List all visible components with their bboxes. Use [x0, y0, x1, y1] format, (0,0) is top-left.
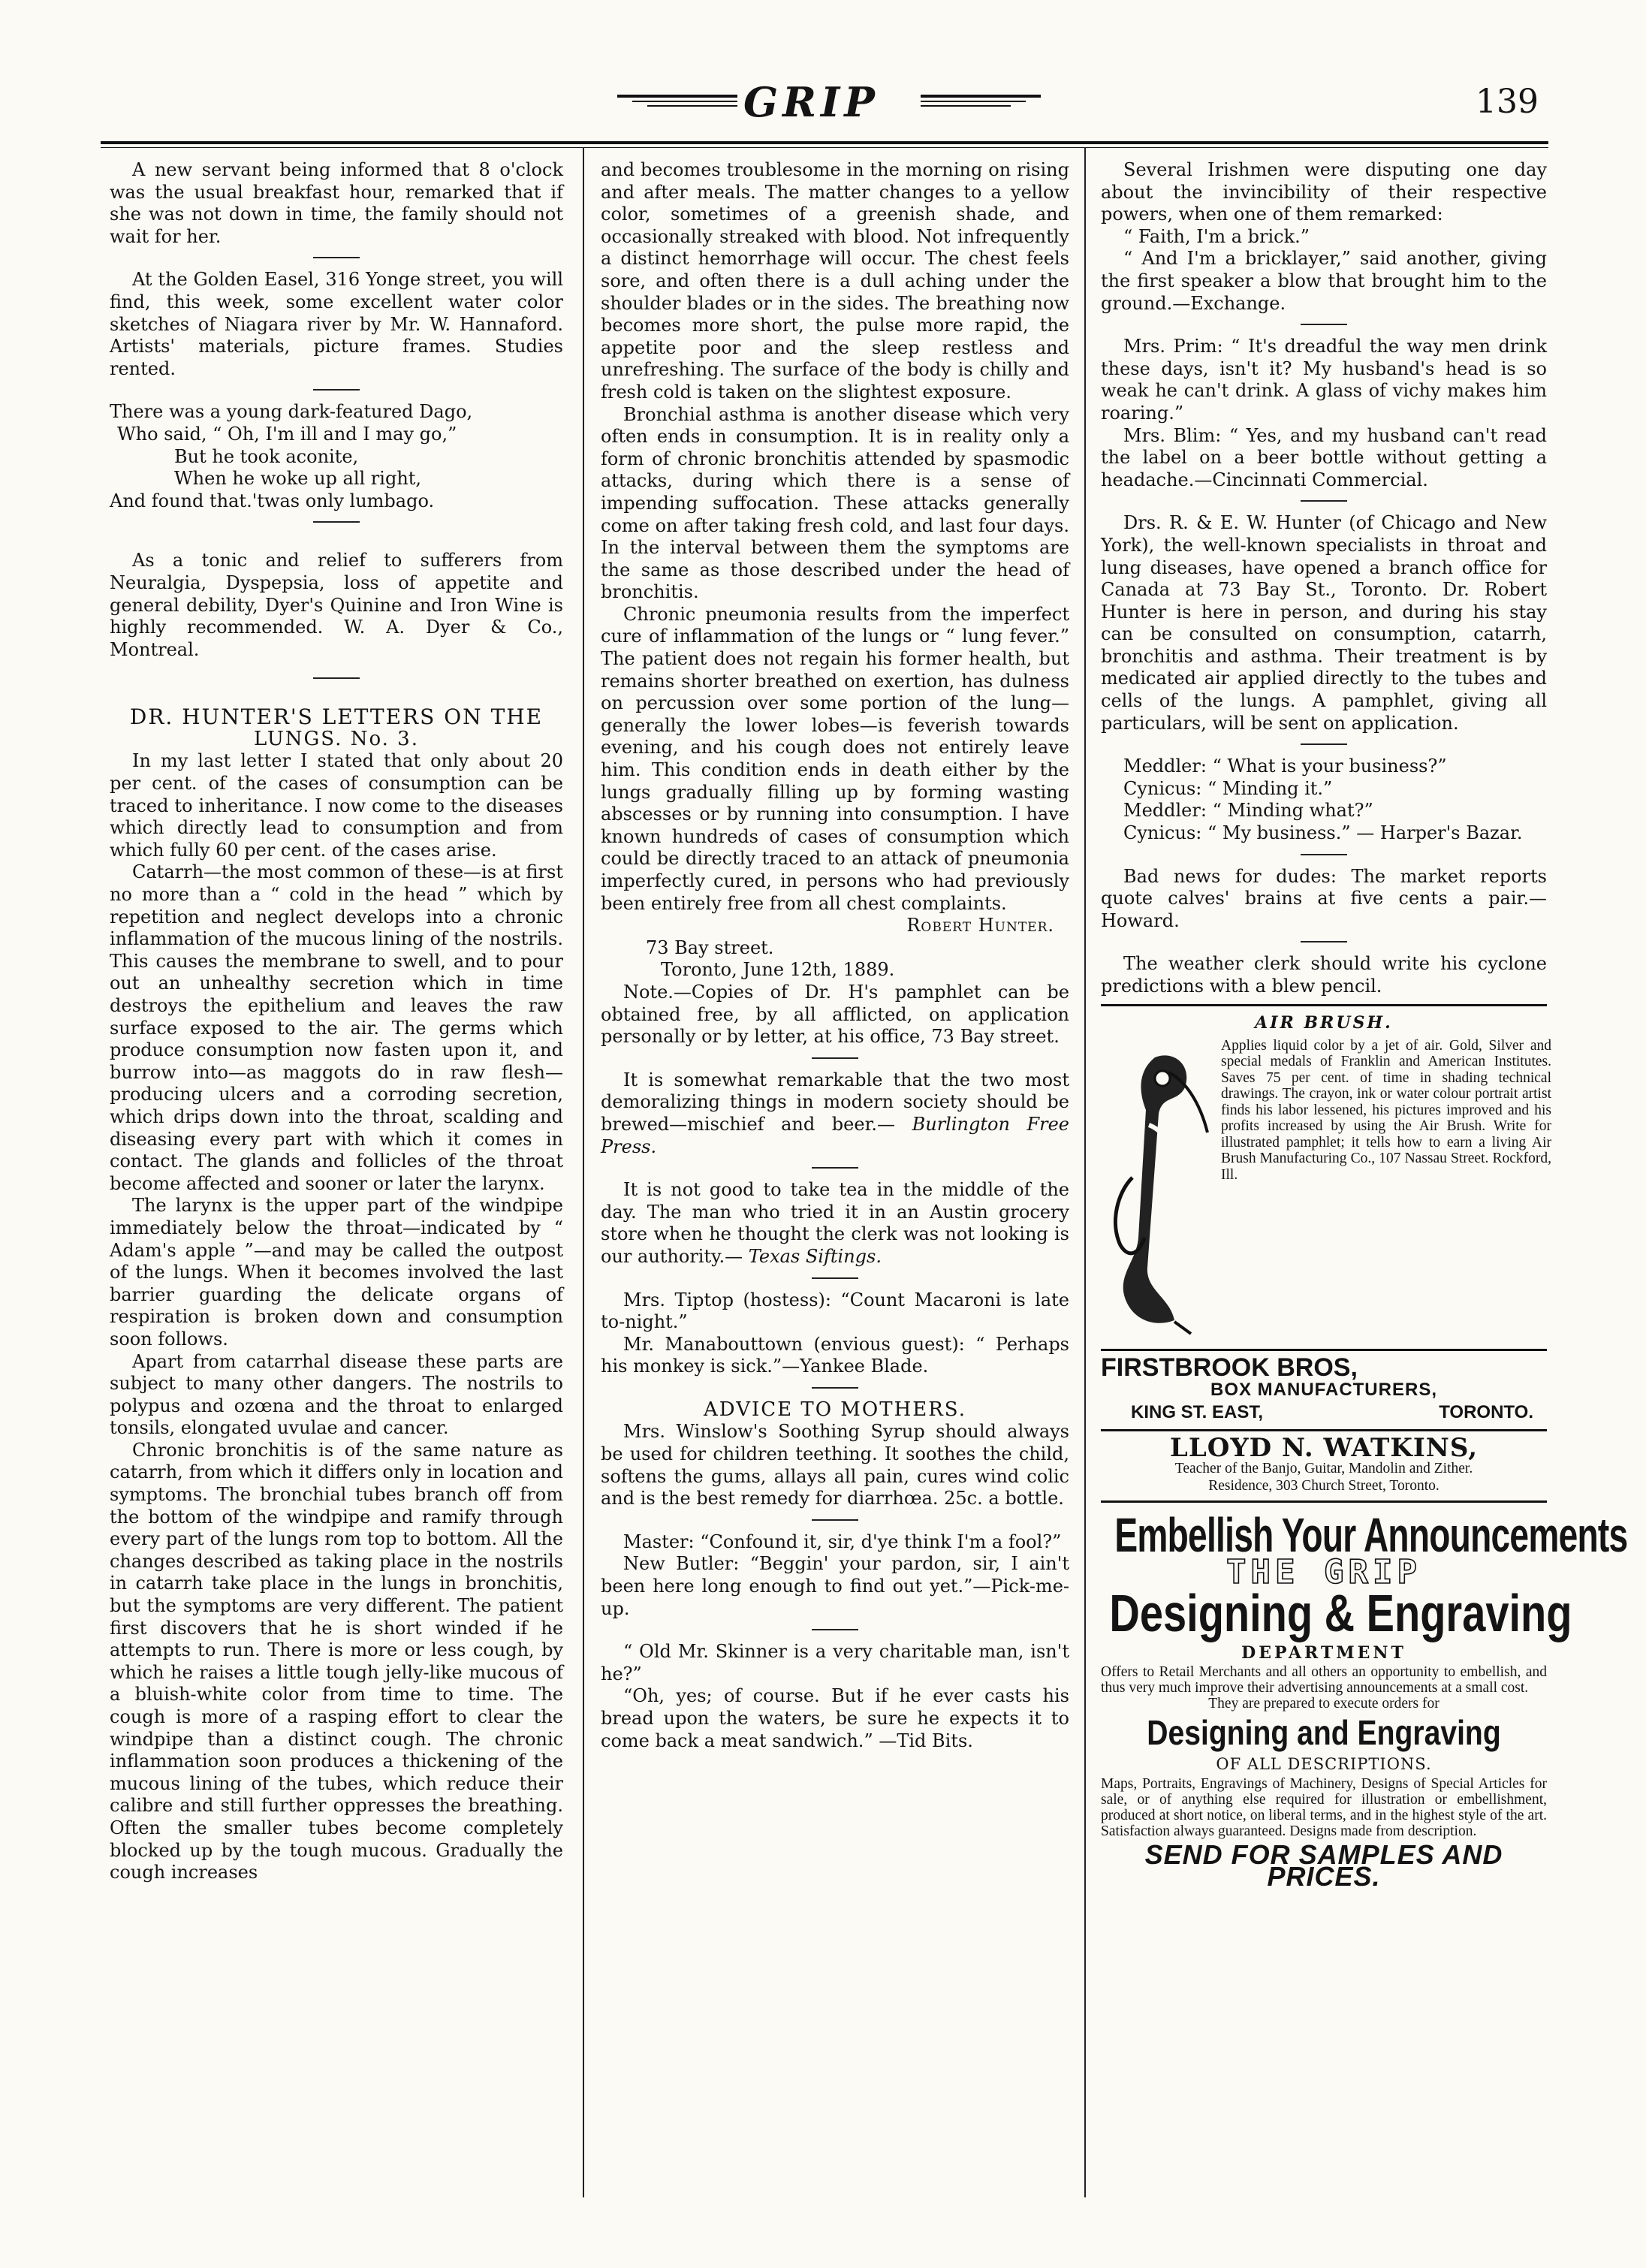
- all-descriptions-label: OF ALL DESCRIPTIONS.: [1216, 1755, 1432, 1774]
- advice-paragraph: Mrs. Winslow's Soothing Syrup should always be used for children teething. It soothes the child, softens the gums, allays all pain, cures wind colic and is the best remedy for diarrhœa. 25c. a bottle.: [601, 1421, 1069, 1509]
- separator: [812, 1167, 858, 1169]
- separator: [1301, 941, 1347, 942]
- dialogue-line: Mrs. Blim: “ Yes, and my husband can't read the label on a beer bottle without getting a headache.—Cincinnati Commercial.: [1101, 424, 1547, 490]
- article-paragraph: and becomes troublesome in the morning on rising and after meals. The matter changes to a yellow color, sometimes of a greenish shade, and occasionally streaked with blood. Not infrequently a distinct hemorrhage will occur. The chest feels sore, and often there is a dull aching under the shoulder blades or in the sides. The breathing now becomes more short, the pulse more rapid, the appetite poor and the sleep restless and unrefreshing. The surface of the body is chilly and fresh cold is taken on the slightest exposure.: [601, 159, 1069, 403]
- joke-source: Burlington Free Press.: [601, 1113, 1069, 1157]
- paragraph-dyer-quinine: As a tonic and relief to sufferers from Neuralgia, Dyspepsia, loss of appetite and general debility, Dyer's Quinine and Iron Wine is highly recommended. W. A. Dyer & Co., Montreal.: [110, 550, 563, 660]
- send-for-samples: SEND FOR SAMPLES AND PRICES.: [1144, 1838, 1503, 1893]
- separator: [1301, 743, 1347, 745]
- article-paragraph: Chronic pneumonia results from the imperfect cure of inflammation of the lungs or “ lung fever.” The patient does not regain his former health, but remains shorter breathed on exertion, has dulness on percussion over some portion of the lung—generally the lower lobes—is feverish towards evening, and his cough does not entirely leave him. This condition ends in death either by the lungs gradually filling up by forming wasting abscesses or by running into consumption. I have known hundreds of cases of consumption which could be directly traced to an attack of pneumonia imperfectly cured, in persons who had previously been entirely free from all chest complaints.: [601, 603, 1069, 914]
- ad-rule: [1101, 1500, 1547, 1503]
- joke-paragraph: [601, 1179, 1069, 1268]
- article-paragraph: The larynx is the upper part of the windpipe immediately below the throat—indicated by “ Adam's apple ”—and may be called the outpost of the lungs. When it becomes involved the last barrier guarding the delicate organs of respiration is broken down and consumption soon follows.: [110, 1195, 563, 1350]
- dialogue-line: Mr. Manabouttown (envious guest): “ Perhaps his monkey is sick.”—Yankee Blade.: [601, 1333, 1069, 1377]
- dialogue-line: Master: “Confound it, sir, d'ye think I'm a fool?”: [623, 1531, 1062, 1552]
- embellish-headline: Embellish Your Announcements: [1114, 1507, 1628, 1562]
- dialogue-line: “ Faith, I'm a brick.”: [1123, 225, 1310, 247]
- maps-text: Maps, Portraits, Engravings of Machinery, Designs of Special Articles for sale, or of anything else required for illustration or embellishment, produced at short notice, on liberal terms, and in the highest style of the art. Satisfaction always guaranteed. Designs made from description.: [1101, 1775, 1547, 1839]
- ad-rule: [1101, 1429, 1547, 1431]
- joke-source: Texas Siftings.: [748, 1245, 882, 1267]
- dialogue-line: Meddler: “ Minding what?”: [1123, 800, 1373, 822]
- page-number: 139: [1476, 83, 1539, 121]
- department-label: DEPARTMENT: [1241, 1642, 1406, 1663]
- dialogue-line: Mrs. Tiptop (hostess): “Count Macaroni is late to-night.”: [601, 1289, 1069, 1333]
- dialogue-line: Meddler: “ What is your business?”: [1123, 755, 1447, 777]
- firstbrook-subtitle: BOX MANUFACTURERS,: [1210, 1380, 1437, 1401]
- masthead-title: GRIP: [743, 78, 879, 126]
- separator: [1301, 324, 1347, 325]
- ad-rule: [1101, 1004, 1547, 1006]
- article-note: Note.—Copies of Dr. H's pamphlet can be obtained free, by all afflicted, on application personally or by letter, at his office, 73 Bay street.: [601, 981, 1069, 1048]
- masthead-ornament-left-3: [647, 105, 737, 107]
- watkins-residence: Residence, 303 Church Street, Toronto.: [1208, 1477, 1439, 1494]
- designing-engraving-headline: Designing & Engraving: [1109, 1583, 1572, 1642]
- article-paragraph: In my last letter I stated that only about 20 per cent. of the cases of consumption can be traced to inheritance. I now come to the diseases which directly lead to consumption and from which fully 60 per cent. of the cases arise.: [110, 750, 563, 861]
- masthead-ornament-left-2: [632, 101, 737, 102]
- dialogue-line: “ And I'm a bricklayer,” said another, giving the first speaker a blow that brought him to the ground.—Exchange.: [1101, 248, 1547, 314]
- dialogue-line: New Butler: “Beggin' your pardon, sir, I ain't been here long enough to find out yet.”—Pick-me-up.: [601, 1553, 1069, 1619]
- joke-paragraph: Several Irishmen were disputing one day about the invincibility of their respective powers, when one of them remarked:: [1101, 159, 1547, 225]
- firstbrook-name: FIRSTBROOK BROS,: [1101, 1353, 1358, 1382]
- separator: [313, 389, 360, 391]
- watkins-name: LLOYD N. WATKINS,: [1169, 1433, 1479, 1464]
- masthead-ornament-right-3: [921, 105, 1011, 107]
- firstbrook-city: TORONTO.: [1439, 1401, 1533, 1422]
- masthead-ornament-right: [921, 95, 1041, 98]
- airbrush-ad-title: AIR BRUSH.: [1255, 1012, 1393, 1033]
- header-rule: [101, 141, 1548, 144]
- dialogue-line: Cynicus: “ Minding it.”: [1123, 777, 1333, 799]
- joke-paragraph: Bad news for dudes: The market reports quote calves' brains at five cents a pair.—Howard.: [1101, 865, 1547, 931]
- dialogue-line: Cynicus: “ My business.” — Harper's Bazar.: [1123, 822, 1523, 844]
- dialogue-line: “Oh, yes; of course. But if he ever casts his bread upon the waters, be sure he expects it to come back a meat sandwich.” —Tid Bits.: [601, 1685, 1069, 1751]
- hunter-notice: Drs. R. & E. W. Hunter (of Chicago and New York), the well-known specialists in throat and lung diseases, have opened a branch office for Canada at 73 Bay St., Toronto. Dr. Robert Hunter is here in person, and during his stay can be consulted on consumption, catarrh, bronchitis and asthma. Their treatment is by medicated air applied directly to the tubes and cells of the lungs. A pamphlet, giving all particulars, will be sent on application.: [1101, 512, 1547, 734]
- joke-text: It is somewhat remarkable that the two most demoralizing things in modern society should be brewed—mischief and beer.—: [601, 1069, 1069, 1135]
- separator: [812, 1387, 858, 1389]
- separator: [1301, 854, 1347, 855]
- watkins-description: Teacher of the Banjo, Guitar, Mandolin and Zither.: [1174, 1460, 1473, 1476]
- column-2: [601, 159, 1069, 1752]
- limerick: [110, 401, 563, 512]
- masthead-ornament-left: [617, 95, 737, 98]
- article-heading: DR. HUNTER'S LETTERS ON THE: [129, 704, 544, 730]
- the-grip-title: THE GRIP: [1226, 1552, 1421, 1591]
- airbrush-ad: [1101, 1012, 1551, 1343]
- airbrush-pen-icon: [1102, 1042, 1219, 1335]
- poem-line: Who said, “ Oh, I'm ill and I may go,”: [117, 423, 457, 445]
- article-heading-sub: LUNGS. No. 3.: [254, 727, 419, 750]
- separator: [1301, 500, 1347, 502]
- article-paragraph: Apart from catarrhal disease these parts are subject to many other dangers. The nostrils to polypus and ozœna and the throat to enlarged tonsils, elongated uvulae and cancer.: [110, 1350, 563, 1439]
- offers-text: Offers to Retail Merchants and all others an opportunity to embellish, and thus very much improve their advertising announcements at a small cost.: [1101, 1664, 1547, 1696]
- column-3: [1101, 159, 1628, 1893]
- poem-line: There was a young dark-featured Dago,: [110, 401, 473, 423]
- masthead-ornament-right-2: [921, 101, 1026, 102]
- designing-and-engraving-headline: Designing and Engraving: [1147, 1713, 1501, 1753]
- ad-rule: [1101, 1349, 1547, 1351]
- article-address: 73 Bay street.: [646, 936, 774, 958]
- article-paragraph: Catarrh—the most common of these—is at first no more than a “ cold in the head ” which by repetition and neglect develops into a chronic inflammation of the mucous lining of the nostrils. This causes the membrane to swell, and to pour out an unhealthy secretion which in time destroys the epithelium and leaves the raw surface exposed to the air. The germs which produce consumption now fasten upon it, and burrow into—as maggots do in raw flesh—producing ulcers and a corroding secretion, which drips down into the throat, scalding and diseasing every part with which it comes in contact. The glands and follicles of the throat become affected and sooner or later the larynx.: [110, 861, 563, 1194]
- separator: [812, 1057, 858, 1059]
- poem-line: And found that.'twas only lumbago.: [110, 490, 435, 511]
- watkins-ad: [1101, 1433, 1547, 1494]
- grip-engraving-ad: [1101, 1507, 1628, 1893]
- article-paragraph: Bronchial asthma is another disease which very often ends in consumption. It is in reality only a form of chronic bronchitis attended by spasmodic attacks, during which there is a sense of impending suffocation. These attacks generally come on after taking fresh cold, and last four days. In the interval between them the symptoms are the same as those described under the head of bronchitis.: [601, 403, 1069, 603]
- article-signature: Robert Hunter.: [906, 915, 1054, 936]
- paragraph-golden-easel: At the Golden Easel, 316 Yonge street, you will find, this week, some excellent water color sketches of Niagara river by Mr. W. Hannaford. Artists' materials, picture frames. Studies rented.: [110, 269, 563, 379]
- dialogue-line: “ Old Mr. Skinner is a very charitable man, isn't he?”: [601, 1641, 1069, 1684]
- header-rule-thin: [101, 147, 1548, 148]
- firstbrook-street: KING ST. EAST,: [1131, 1401, 1264, 1422]
- article-date: Toronto, June 12th, 1889.: [661, 959, 895, 981]
- joke-paragraph: [601, 1069, 1069, 1158]
- paragraph-new-servant: A new servant being informed that 8 o'clock was the usual breakfast hour, remarked that if she was not down in time, the family should not wait for her.: [110, 159, 563, 247]
- article-paragraph: Chronic bronchitis is of the same nature as catarrh, from which it differs only in location and symptoms. The bronchial tubes branch off from the bottom of the windpipe and ramify through every part of the lungs rom top to bottom. All the changes described as taking place in the nostrils in catarrh take place in the lungs in bronchitis, but the symptoms are very different. The patient first discovers that he is short winded if he attempts to run. There is more or less cough, by which he raises a little tough jelly-like mucous of a bluish-white color from time to time. The cough is more of a rasping effort to clear the windpipe than a distinct cough. The chronic inflammation soon produces a thickening of the mucous lining of the tubes, which reduce their calibre and still further oppresses the breathing. Often the smaller tubes become completely blocked up by the tough mucous. Gradually the cough increases: [110, 1439, 563, 1883]
- firstbrook-ad: [1101, 1353, 1547, 1424]
- poem-line: When he woke up all right,: [174, 468, 422, 490]
- separator: [313, 521, 360, 523]
- joke-paragraph: The weather clerk should write his cyclone predictions with a blew pencil.: [1101, 953, 1547, 997]
- separator: [812, 1629, 858, 1630]
- joke-text: It is not good to take tea in the middle of the day. The man who tried it in an Austin grocery store when he thought the clerk was not looking is our authority.—: [601, 1179, 1069, 1267]
- dialogue-line: Mrs. Prim: “ It's dreadful the way men drink these days, isn't it? My husband's head is so weak he can't drink. A glass of vichy makes him roaring.”: [1101, 336, 1547, 424]
- prepared-text: They are prepared to execute orders for: [1208, 1696, 1439, 1712]
- column-divider-2: [1084, 147, 1086, 2197]
- separator: [812, 1519, 858, 1521]
- advice-heading: ADVICE TO MOTHERS.: [704, 1398, 966, 1421]
- separator: [313, 257, 360, 258]
- firstbrook-address: [1101, 1401, 1547, 1424]
- column-1: [110, 159, 563, 1884]
- separator: [812, 1277, 858, 1279]
- column-divider-1: [583, 147, 584, 2197]
- separator: [313, 677, 360, 679]
- airbrush-ad-body: Applies liquid color by a jet of air. Gold, Silver and special medals of Franklin and American Institutes. Saves 75 per cent. of time in shading technical drawings. The crayon, ink or water colour portrait artist finds his labor lessened, his pictures improved and his profits increased by using the Air Brush. Write for illustrated pamphlet; it tells how to earn a living Air Brush Manufacturing Co., 107 Nassau Street. Rockford, Ill.: [1221, 1037, 1551, 1183]
- poem-line: But he took aconite,: [174, 445, 359, 467]
